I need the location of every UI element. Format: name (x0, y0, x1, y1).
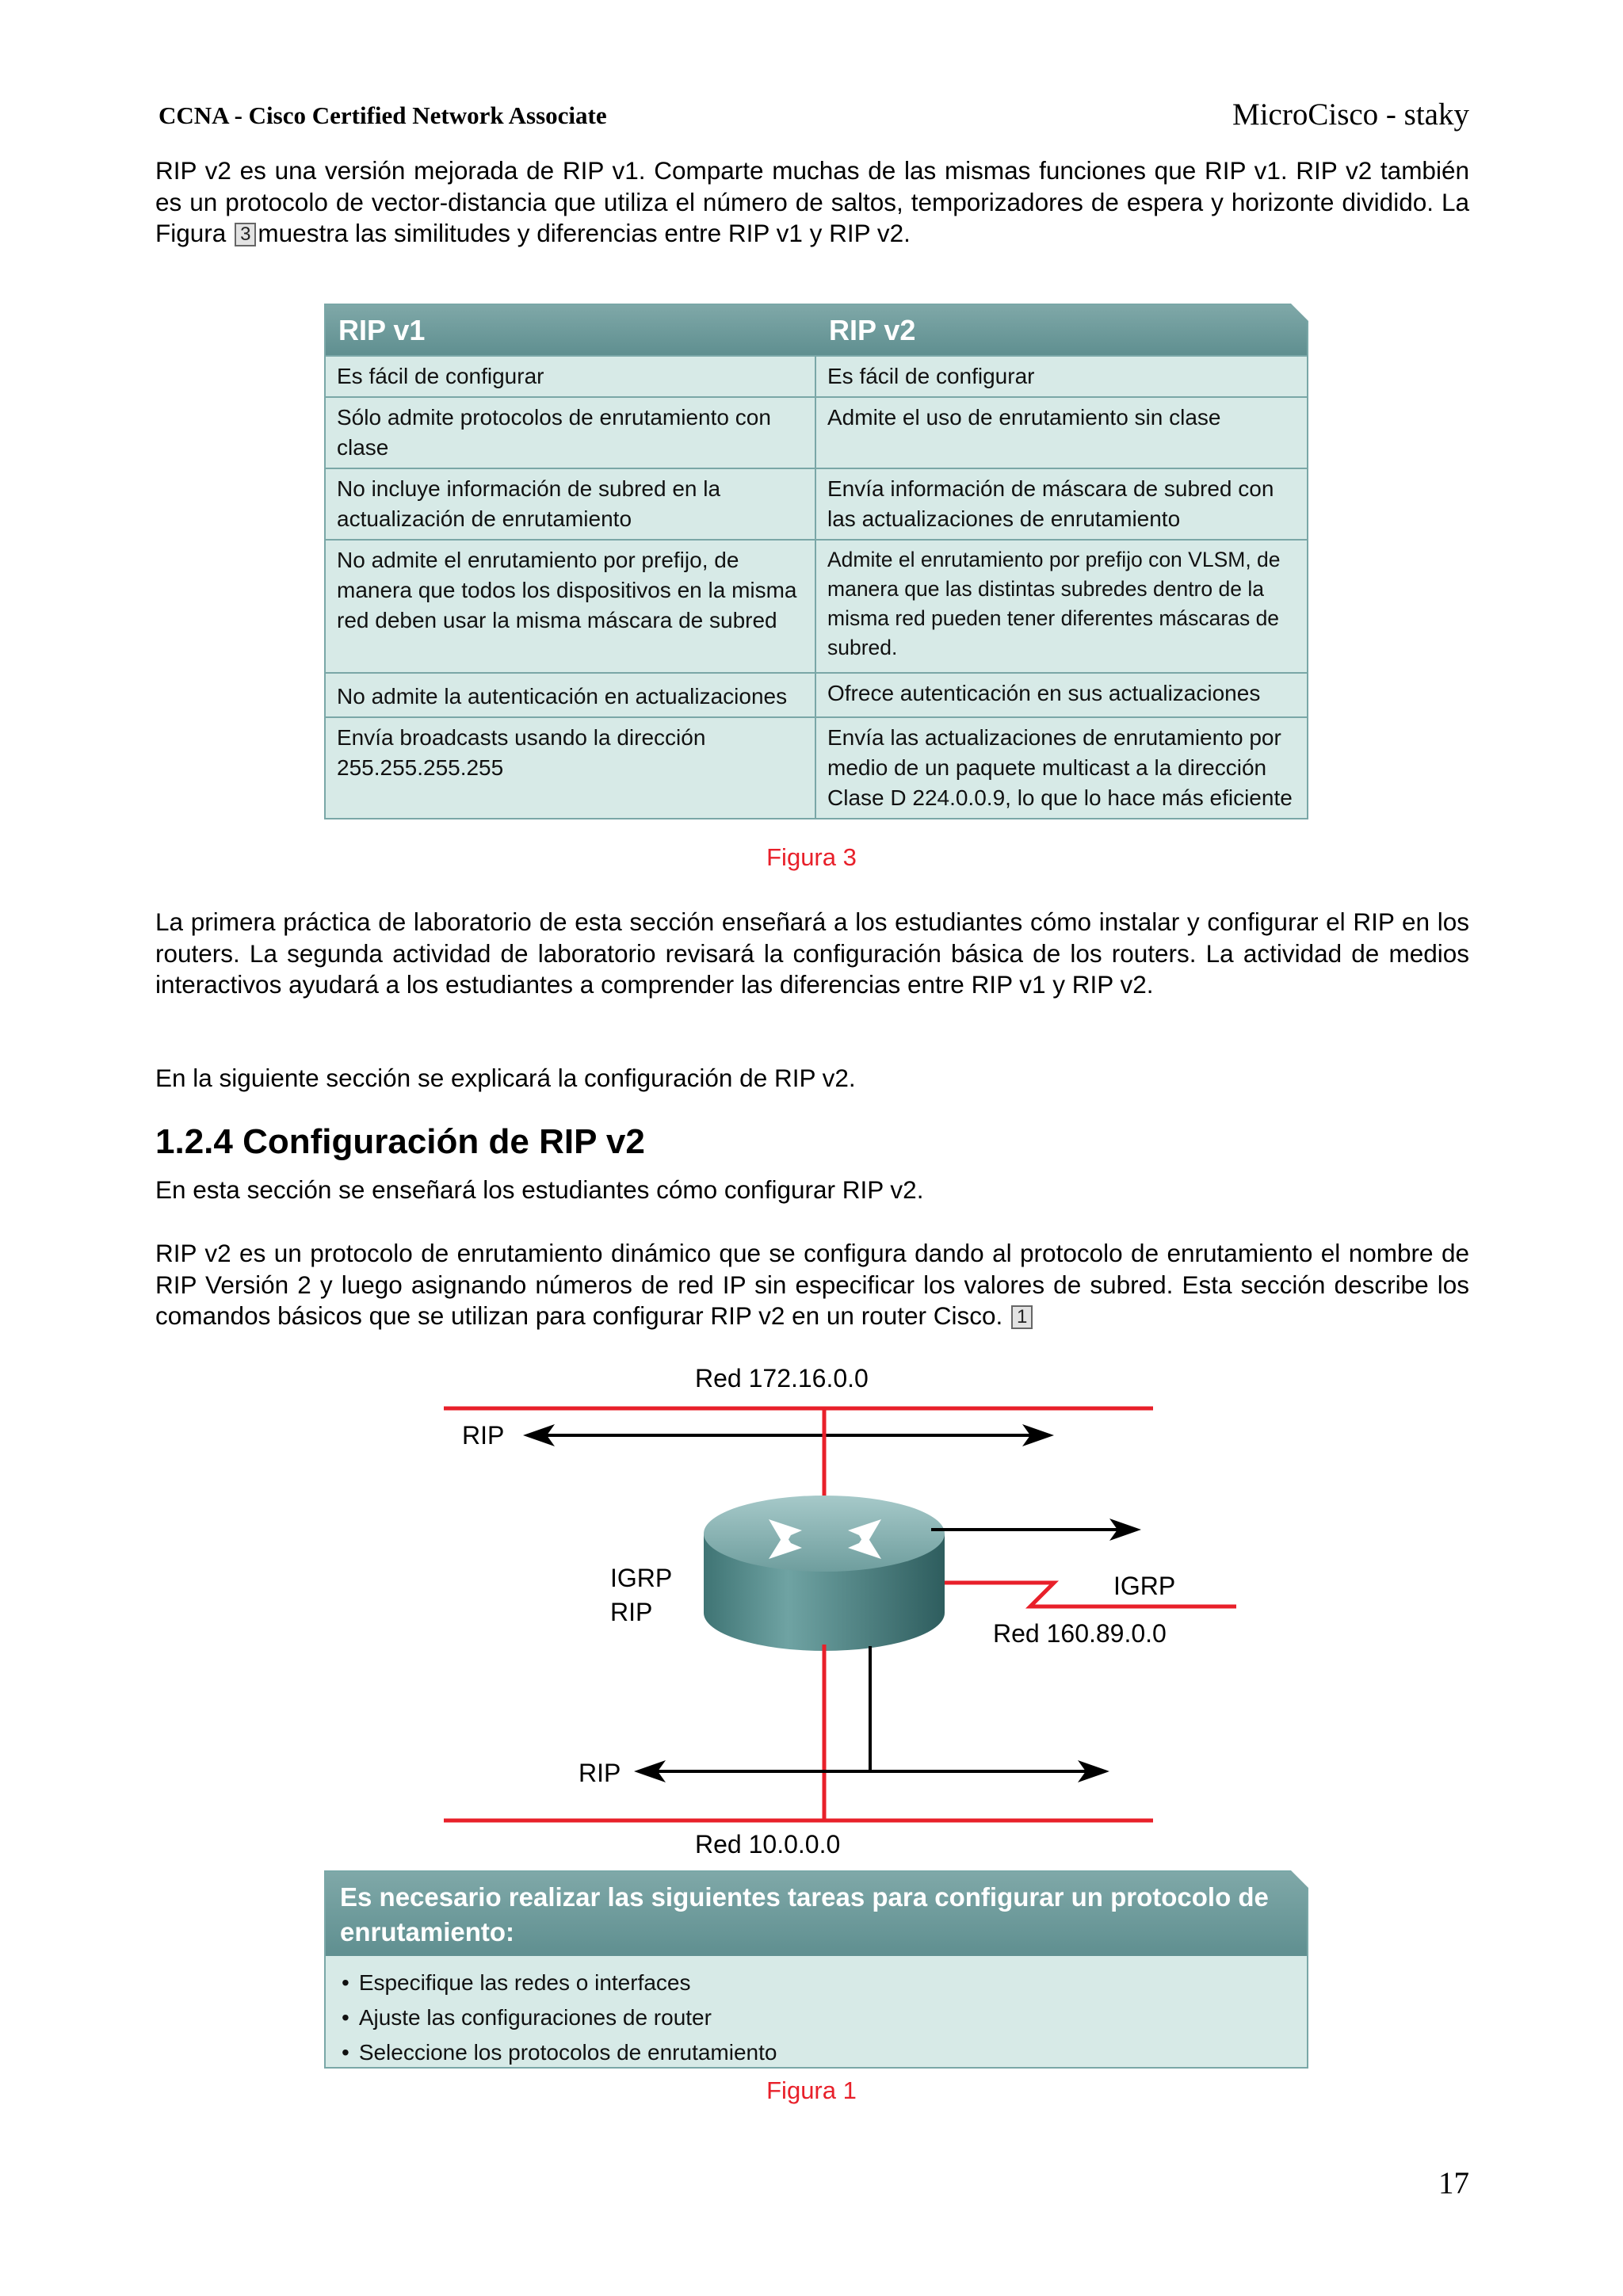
table-row (326, 396, 1307, 468)
table-row (326, 716, 1307, 818)
serial-link (945, 1583, 1236, 1606)
igrp-right-label: IGRP (1113, 1572, 1176, 1600)
rip-bottom-label: RIP (579, 1759, 621, 1787)
cell-v2: Envía las actualizaciones de enrutamiento por medio de un paquete multicast a la dirección Clase D 224.0.0.9, lo que lo hace más eficiente (827, 725, 1293, 810)
table-row (326, 672, 1307, 716)
net-bottom-label: Red 10.0.0.0 (695, 1830, 841, 1859)
tasks-title: Es necesario realizar las siguientes tareas para configurar un protocolo de enrutamiento: (326, 1872, 1307, 1956)
net-top-label: Red 172.16.0.0 (695, 1364, 869, 1392)
figure-1-link[interactable]: 1 (1011, 1305, 1033, 1329)
cell-v1: No incluye información de subred en la actualización de enrutamiento (326, 469, 816, 539)
tasks-list (326, 1966, 1307, 2070)
cell-v1: No admite el enrutamiento por prefijo, de manera que todos los dispositivos en la misma red deben usar la misma máscara de subred (326, 541, 816, 672)
net-right-label: Red 160.89.0.0 (993, 1619, 1167, 1648)
rip-top-label: RIP (462, 1421, 505, 1450)
figure-3-caption: Figura 3 (766, 843, 857, 871)
rip-left-label: RIP (610, 1598, 653, 1626)
intro-text-end: muestra las similitudes y diferencias entre RIP v1 y RIP v2. (258, 219, 911, 247)
figure-1-caption: Figura 1 (766, 2076, 857, 2104)
table-header (326, 305, 1307, 355)
header-rip-v2: RIP v2 (829, 314, 916, 346)
header-title: CCNA - Cisco Certified Network Associate (158, 101, 607, 129)
cell-v2: Es fácil de configurar (827, 364, 1035, 388)
cell-v2: Envía información de máscara de subred con las actualizaciones de enrutamiento (827, 476, 1274, 531)
lab-paragraph: La primera práctica de laboratorio de esta sección enseñará a los estudiantes cómo instalar y configurar el RIP en los routers. La segunda actividad de laboratorio revisará la configuración básica de los routers. La actividad de medios interactivos ayudará a los estudiantes a comprender las diferencias entre RIP v1 y RIP v2. (155, 907, 1469, 999)
network-diagram (293, 1351, 1323, 1859)
cell-v2: Ofrece autenticación en sus actualizaciones (827, 681, 1261, 705)
figure-3-link[interactable]: 3 (235, 223, 256, 246)
table-row (326, 539, 1307, 672)
table-row (326, 468, 1307, 539)
router-icon (704, 1496, 945, 1651)
cell-v1: Sólo admite protocolos de enrutamiento con clase (326, 398, 816, 468)
cell-v2: Admite el enrutamiento por prefijo con VLSM, de manera que las distintas subredes dentro de la misma red pueden tener diferentes máscaras de subred. (827, 548, 1281, 659)
configuration-tasks-box (324, 1870, 1308, 2069)
cell-v1: No admite la autenticación en actualizaciones (326, 674, 816, 716)
table-row (326, 355, 1307, 396)
list-item: • Especifique las redes o interfaces (342, 1966, 1307, 2000)
intro-text: RIP v2 es una versión mejorada de RIP v1. Comparte muchas de las mismas funciones que RIP v1. RIP v2 también es un protocolo de vector-distancia que utiliza el número de saltos, temporizadores de espera y horizonte dividido. La Figura (155, 156, 1469, 247)
cell-v2: Admite el uso de enrutamiento sin clase (827, 405, 1221, 430)
list-item: • Ajuste las configuraciones de router (342, 2000, 1307, 2035)
header-rip-v1: RIP v1 (338, 314, 426, 346)
section-intro-paragraph: En esta sección se enseñará los estudiantes cómo configurar RIP v2. (155, 1175, 924, 1204)
next-section-paragraph: En la siguiente sección se explicará la configuración de RIP v2. (155, 1064, 856, 1092)
cell-v1: Es fácil de configurar (326, 357, 816, 396)
header-author: MicroCisco - staky (1232, 97, 1469, 132)
corner-fold (1291, 304, 1308, 321)
intro-paragraph (155, 155, 1469, 250)
cell-v1: Envía broadcasts usando la dirección 255.255.255.255 (326, 718, 816, 818)
igrp-left-label: IGRP (610, 1564, 673, 1592)
rip-config-text: RIP v2 es un protocolo de enrutamiento dinámico que se configura dando al protocolo de enrutamiento el nombre de RIP Versión 2 y luego asignando números de red IP sin especificar los valores de subred. Esta sección describe los comandos básicos que se utilizan para configurar RIP v2 en un router Cisco. (155, 1239, 1469, 1330)
page-number: 17 (1438, 2166, 1469, 2200)
list-item: • Seleccione los protocolos de enrutamiento (342, 2035, 1307, 2070)
rip-config-paragraph (155, 1238, 1469, 1332)
corner-fold (1291, 1870, 1308, 1888)
section-heading: 1.2.4 Configuración de RIP v2 (155, 1122, 645, 1161)
rip-comparison-table (324, 304, 1308, 819)
